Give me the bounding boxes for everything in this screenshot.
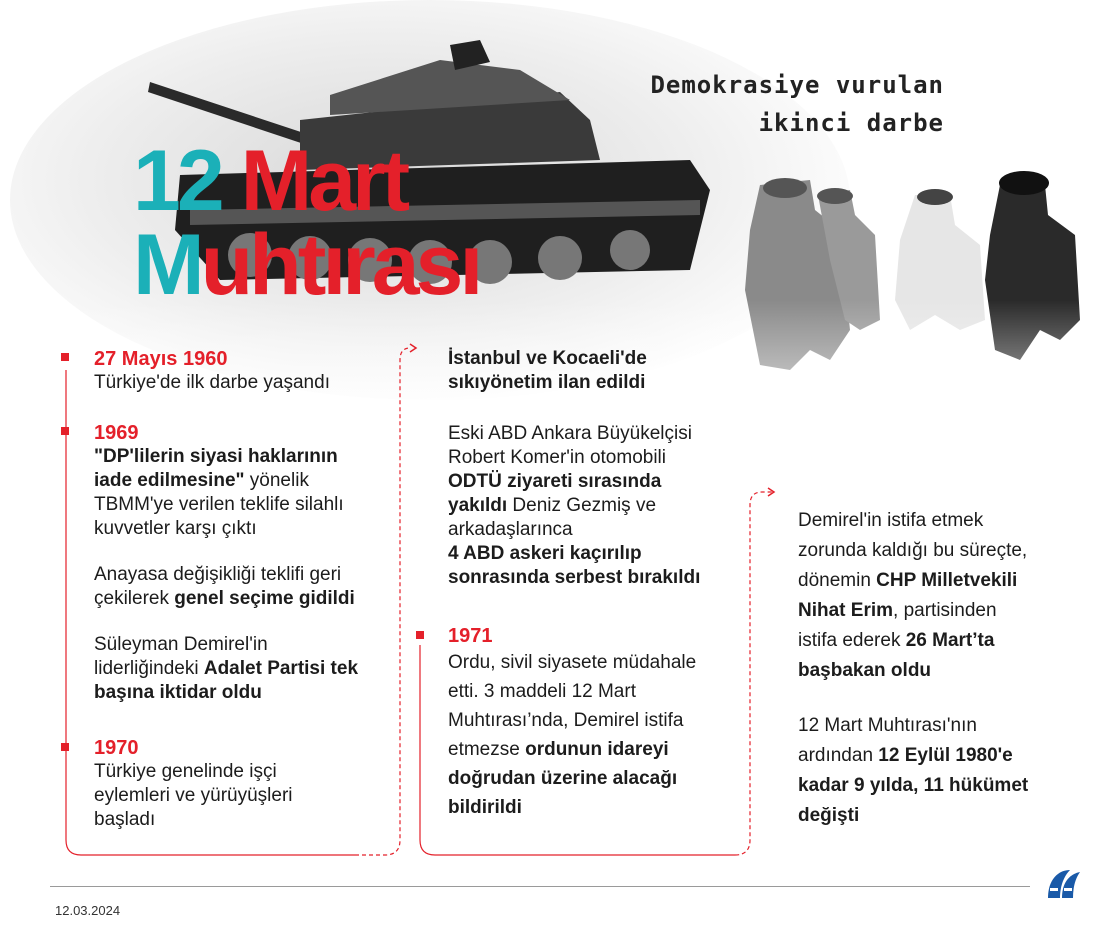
event-year: 1969 (94, 422, 139, 444)
bold-text: kadar 9 yılda, 11 hükümet (798, 775, 1029, 796)
text-line (448, 764, 748, 793)
bold-text: İstanbul ve Kocaeli'de (448, 348, 647, 369)
text-line (798, 741, 1098, 771)
bold-text: "DP'lilerin siyasi haklarının (94, 446, 338, 467)
event-1960 (94, 347, 394, 395)
text-line (448, 470, 748, 494)
text-line (94, 587, 394, 611)
bold-text: CHP Milletvekili (876, 570, 1018, 591)
text-line (448, 542, 748, 566)
text-line (94, 469, 394, 493)
bold-text: yakıldı (448, 495, 508, 516)
event-1969 (94, 421, 394, 705)
text-line (798, 596, 1098, 626)
bold-text: Adalet Partisi tek (203, 658, 359, 679)
text-line (448, 371, 748, 395)
footer-divider (50, 886, 1030, 887)
text-line: eylemleri ve yürüyüşleri (94, 785, 293, 806)
timeline-marker-1970 (61, 743, 69, 751)
bold-text: 4 ABD askeri kaçırılıp (448, 543, 642, 564)
text-line: Robert Komer'in otomobili (448, 447, 666, 468)
text-line: Eski ABD Ankara Büyükelçisi (448, 423, 692, 444)
event-text: Türkiye'de ilk darbe yaşandı (94, 372, 330, 393)
bold-text: doğrudan üzerine alacağı (448, 768, 678, 789)
text-line: Demirel'in istifa etmek (798, 510, 984, 531)
event-year: 1970 (94, 737, 139, 759)
text-line: Türkiye genelinde işçi (94, 761, 277, 782)
event-year: 1971 (448, 625, 493, 647)
text-line (448, 735, 748, 764)
text-line (94, 445, 394, 469)
subtitle-line-1: Demokrasiye vurulan (650, 71, 944, 99)
subtitle-line-2: ikinci darbe (758, 109, 944, 137)
text: liderliğindeki (94, 658, 204, 679)
text-line: TBMM'ye verilen teklife silahlı (94, 494, 344, 515)
text-line: başladı (94, 809, 156, 830)
text-line (448, 494, 748, 518)
title-number: 12 (133, 133, 221, 229)
bold-text: 26 Mart’ta (905, 630, 995, 651)
timeline-marker-1971 (416, 631, 424, 639)
text-line: Muhtırası’nda, Demirel istifa (448, 710, 684, 731)
bold-text: başına iktidar oldu (94, 682, 262, 703)
title-word-rest: uhtırası (200, 217, 480, 313)
text-line: Ordu, sivil siyasete müdahale (448, 652, 697, 673)
text-line: zorunda kaldığı bu süreçte, (798, 540, 1028, 561)
text-line (448, 793, 748, 822)
timeline-marker-1960 (61, 353, 69, 361)
text-line (798, 626, 1098, 656)
bold-text: sıkıyönetim ilan edildi (448, 372, 646, 393)
bold-text: başbakan oldu (798, 660, 932, 681)
title-initial: M (133, 217, 201, 313)
publish-date: 12.03.2024 (55, 903, 121, 918)
aa-logo-icon (1044, 866, 1084, 906)
event-1970-continued (448, 347, 748, 590)
timeline-marker-1969 (61, 427, 69, 435)
text: etmezse (448, 739, 526, 760)
text: dönemin (798, 570, 877, 591)
bold-text: 12 Eylül 1980'e (878, 745, 1013, 766)
text-line (448, 347, 748, 371)
event-1971 (448, 624, 748, 822)
bold-text: sonrasında serbest bırakıldı (448, 567, 701, 588)
bold-text: ordunun idareyi (525, 739, 669, 760)
text-line (798, 656, 1098, 686)
title-month: Mart (240, 133, 407, 229)
text-line: Süleyman Demirel'in (94, 634, 268, 655)
text-line (448, 566, 748, 590)
bold-text: değişti (798, 805, 860, 826)
text: ardından (798, 745, 879, 766)
text-line: 12 Mart Muhtırası'nın (798, 715, 977, 736)
bold-text: bildirildi (448, 797, 522, 818)
text-line: kuvvetler karşı çıktı (94, 518, 257, 539)
text: istifa ederek (798, 630, 906, 651)
text-line: arkadaşlarınca (448, 519, 573, 540)
text: yönelik (244, 470, 309, 491)
text-line: etti. 3 maddeli 12 Mart (448, 681, 636, 702)
event-year: 27 Mayıs 1960 (94, 348, 228, 370)
bold-text: Nihat Erim (798, 600, 894, 621)
text: Deniz Gezmiş ve (507, 495, 657, 516)
text-line (94, 681, 394, 705)
text: , partisinden (893, 600, 997, 621)
bold-text: iade edilmesine" (94, 470, 245, 491)
event-1971-continued (798, 506, 1098, 831)
text-line: Anayasa değişikliği teklifi geri (94, 564, 342, 585)
bold-text: genel seçime gidildi (174, 588, 355, 609)
text-line (798, 771, 1098, 801)
text-line (94, 657, 394, 681)
text-line (798, 566, 1098, 596)
text-line (798, 801, 1098, 831)
event-1970 (94, 736, 394, 832)
bold-text: ODTÜ ziyareti sırasında (448, 471, 662, 492)
text: çekilerek (94, 588, 175, 609)
